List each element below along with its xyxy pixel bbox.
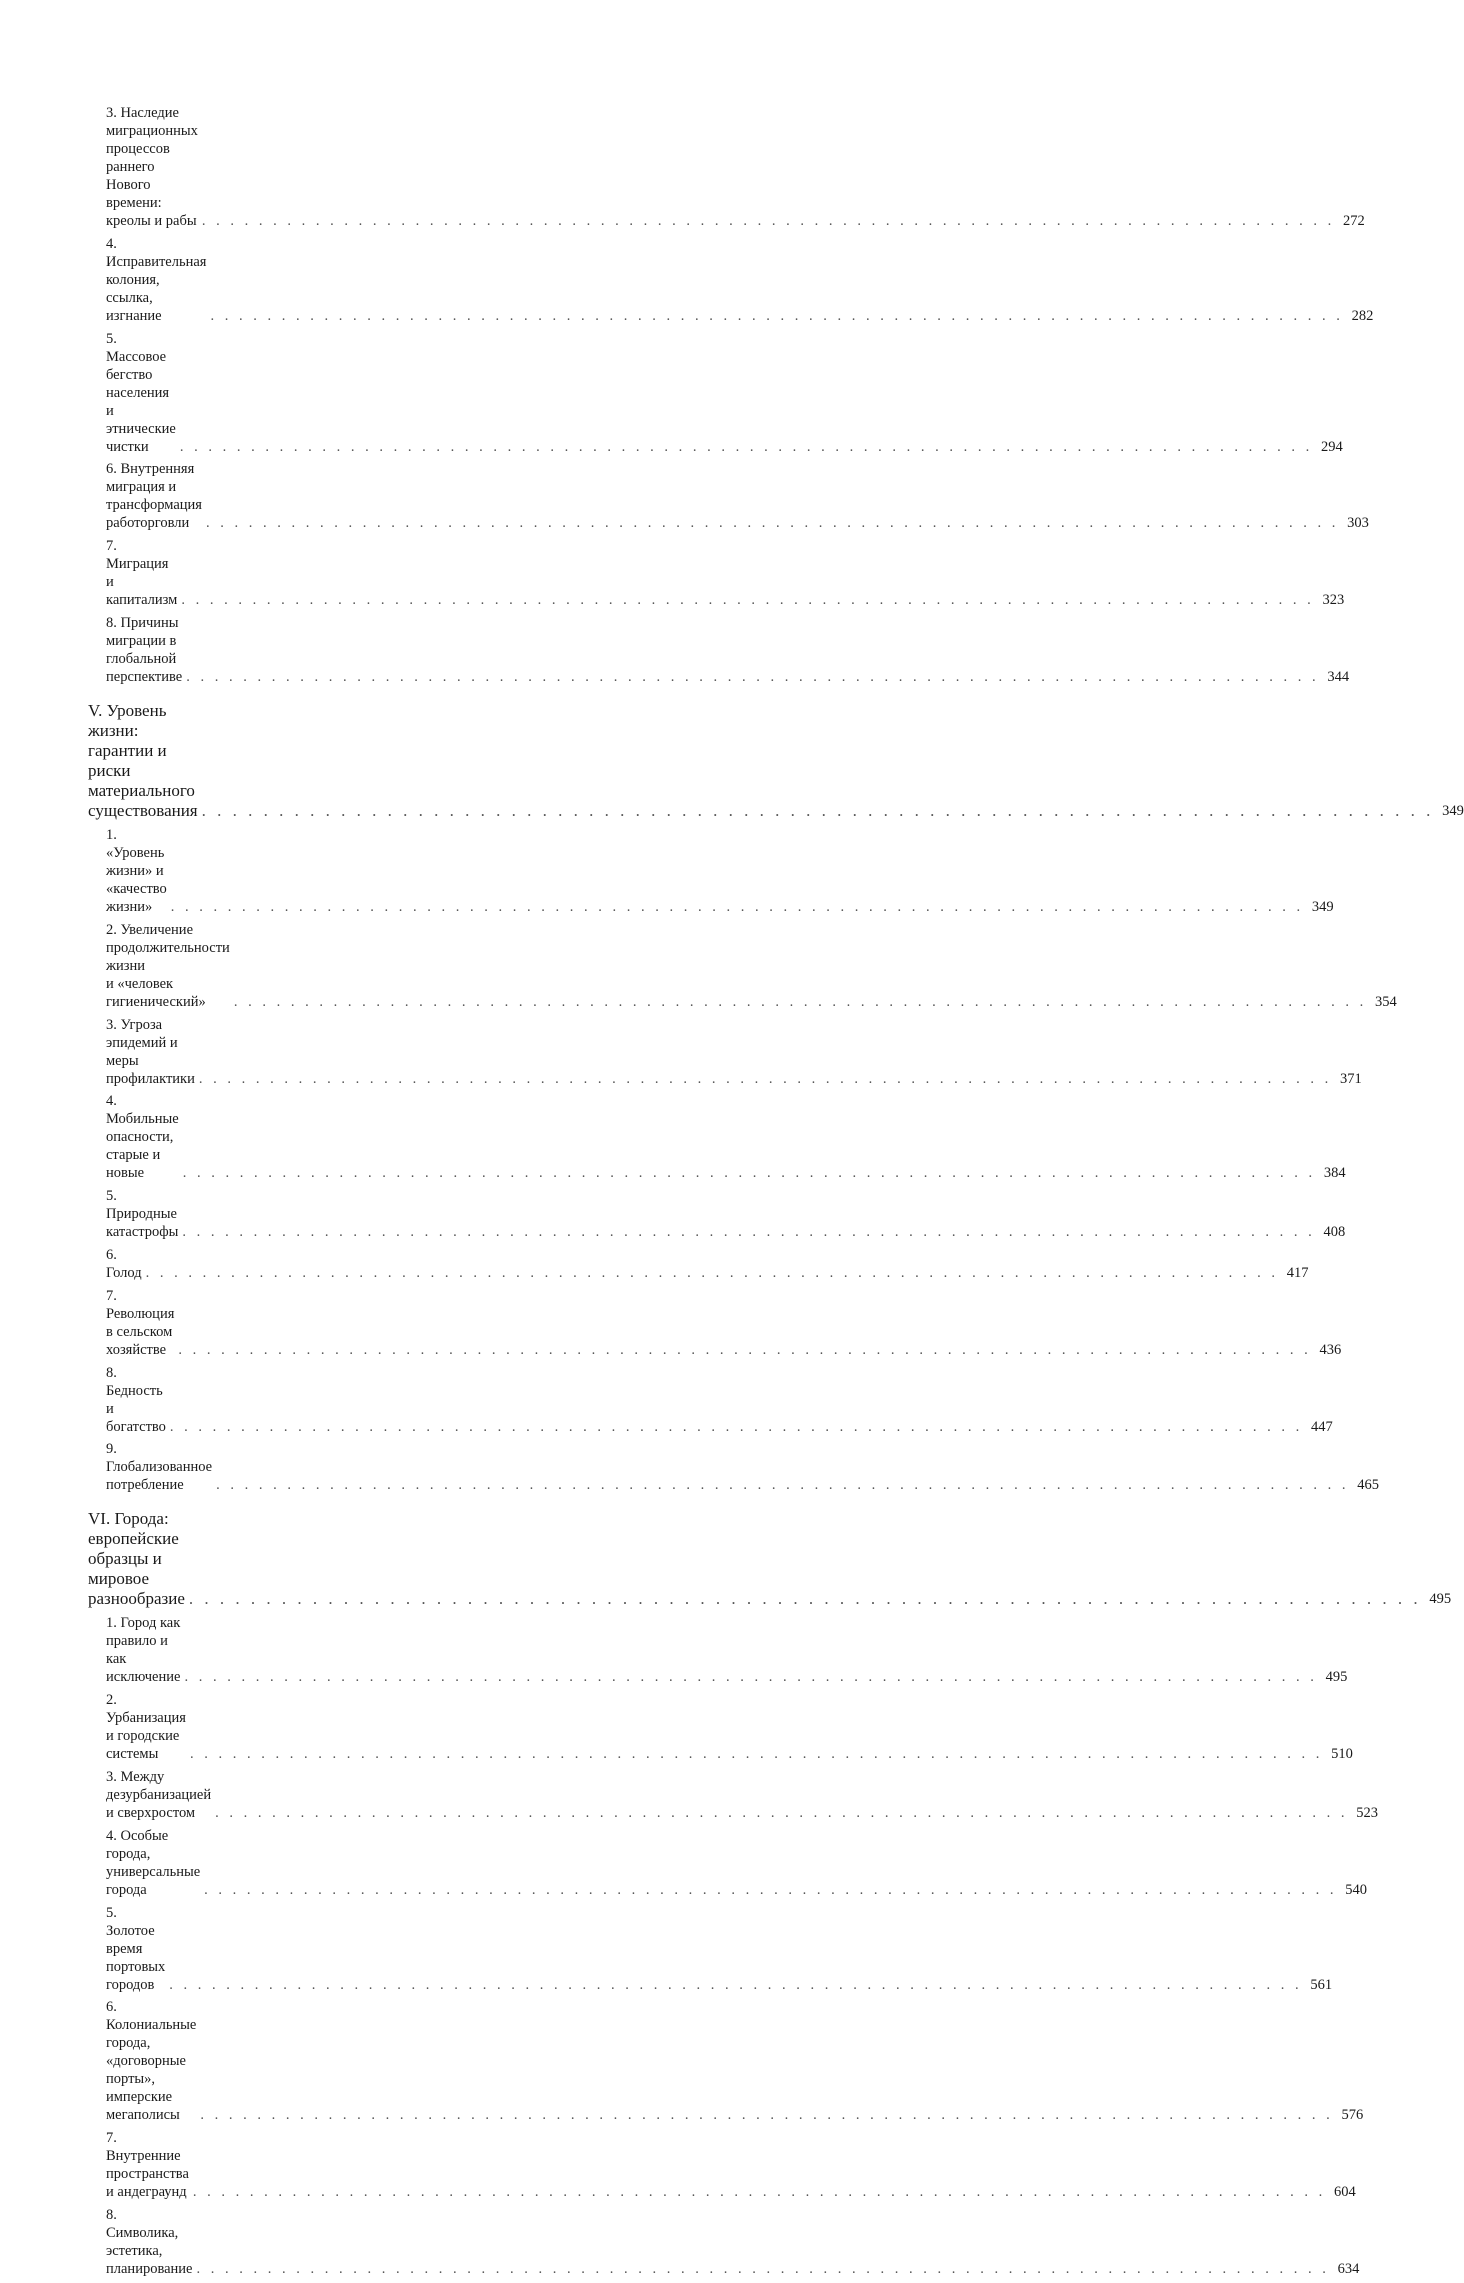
entry-title: 6. Голод bbox=[106, 1246, 142, 1281]
page-number: 384 bbox=[1323, 1165, 1346, 1182]
entry-title: 8. Символика, эстетика, планирование bbox=[106, 2206, 193, 2277]
entry-title: 3. Наследие миграционных процессов раннего Нового времени: креолы и рабы bbox=[106, 105, 198, 229]
page-number: 349 bbox=[1442, 802, 1464, 819]
entry-title: 6. Колониальные города, «договорные порты», имперские мегаполисы bbox=[106, 1999, 197, 2124]
page-number: 282 bbox=[1351, 307, 1374, 324]
dot-leader bbox=[210, 307, 1343, 325]
entry-title: 5. Массовое бегство населения и этнические чистки bbox=[106, 330, 176, 455]
dot-leader bbox=[216, 1476, 1349, 1494]
dot-leader bbox=[202, 212, 1335, 230]
dot-leader bbox=[193, 2183, 1326, 2201]
entry-title: 1. «Уровень жизни» и «качество жизни» bbox=[106, 826, 167, 915]
dot-leader bbox=[186, 668, 1319, 686]
toc-entry[interactable] bbox=[88, 330, 1343, 456]
entry-title: 7. Миграция и капитализм bbox=[106, 538, 178, 609]
entry-title: 5. Природные катастрофы bbox=[106, 1188, 179, 1241]
dot-leader bbox=[178, 1341, 1311, 1359]
toc-entry[interactable] bbox=[88, 1440, 1379, 1494]
toc-entry[interactable] bbox=[88, 2206, 1360, 2278]
page-number: 495 bbox=[1429, 1591, 1452, 1608]
dot-leader bbox=[183, 1164, 1316, 1182]
dot-leader bbox=[204, 1881, 1337, 1899]
entry-title: 4. Исправительная колония, ссылка, изгнание bbox=[106, 235, 207, 324]
page-number: 272 bbox=[1342, 213, 1365, 229]
dot-leader bbox=[180, 438, 1313, 456]
page-number: 436 bbox=[1319, 1341, 1342, 1358]
toc-entry[interactable] bbox=[88, 460, 1369, 532]
toc-entry[interactable] bbox=[88, 1246, 1309, 1282]
toc-entry[interactable] bbox=[88, 2129, 1356, 2201]
page-number: 408 bbox=[1323, 1224, 1346, 1241]
toc-entry[interactable] bbox=[88, 1691, 1353, 1763]
entry-title: 2. Увеличение продолжительности жизни и «человек гигиенический» bbox=[106, 921, 230, 1010]
chapter-title: VI. Города: европейские образцы и мировое разнообразие bbox=[88, 1509, 185, 1609]
entry-title: 7. Внутренние пространства и андеграунд bbox=[106, 2130, 189, 2201]
dot-leader bbox=[200, 2106, 1333, 2124]
toc-entry[interactable] bbox=[88, 1187, 1346, 1241]
page-number: 576 bbox=[1341, 2107, 1364, 2124]
entry-title: 9. Глобализованное потребление bbox=[106, 1441, 213, 1494]
entry-title: 8. Бедность и богатство bbox=[106, 1364, 166, 1435]
entry-title: 7. Революция в сельском хозяйстве bbox=[106, 1287, 175, 1358]
entry-title: 8. Причины миграции в глобальной перспективе bbox=[106, 614, 183, 685]
toc-entry[interactable] bbox=[88, 1287, 1342, 1359]
page-number: 634 bbox=[1337, 2260, 1360, 2277]
entry-title: 5. Золотое время портовых городов bbox=[106, 1904, 166, 1993]
page-number: 294 bbox=[1320, 438, 1343, 455]
page-number: 344 bbox=[1327, 668, 1350, 685]
page-number: 303 bbox=[1347, 515, 1369, 532]
table-of-contents bbox=[88, 104, 1464, 2283]
toc-entry[interactable] bbox=[88, 104, 1365, 230]
toc-entry[interactable] bbox=[88, 235, 1374, 325]
entry-title: 6. Внутренняя миграция и трансформация работорговли bbox=[106, 461, 202, 532]
dot-leader bbox=[190, 1745, 1323, 1763]
dot-leader bbox=[171, 898, 1304, 916]
dot-leader bbox=[202, 801, 1434, 821]
toc-entry[interactable] bbox=[88, 1768, 1378, 1822]
toc-entry[interactable] bbox=[88, 1827, 1368, 1899]
dot-leader bbox=[146, 1264, 1279, 1282]
toc-entry[interactable] bbox=[88, 1614, 1348, 1686]
toc-entry[interactable] bbox=[88, 614, 1350, 686]
dot-leader bbox=[199, 1070, 1332, 1088]
toc-entry[interactable] bbox=[88, 1092, 1346, 1182]
dot-leader bbox=[197, 2260, 1330, 2278]
page-number: 323 bbox=[1322, 592, 1345, 609]
entry-title: 3. Угроза эпидемий и меры профилактики bbox=[106, 1016, 195, 1087]
page-number: 447 bbox=[1311, 1418, 1333, 1435]
dot-leader bbox=[181, 591, 1314, 609]
chapter-title: V. Уровень жизни: гарантии и риски материального существования bbox=[88, 700, 198, 820]
dot-leader bbox=[189, 1589, 1421, 1609]
toc-entry[interactable] bbox=[88, 1998, 1364, 2124]
dot-leader bbox=[206, 514, 1339, 532]
dot-leader bbox=[234, 993, 1367, 1011]
toc-entry[interactable] bbox=[88, 826, 1334, 916]
toc-entry[interactable] bbox=[88, 1016, 1362, 1088]
toc-chapter-entry[interactable] bbox=[88, 700, 1464, 821]
entry-title: 2. Урбанизация и городские системы bbox=[106, 1692, 186, 1763]
page-number: 465 bbox=[1357, 1477, 1379, 1494]
entry-title: 4. Особые города, универсальные города bbox=[106, 1827, 201, 1898]
dot-leader bbox=[169, 1976, 1302, 1994]
page-number: 523 bbox=[1356, 1804, 1378, 1821]
page-number: 417 bbox=[1286, 1264, 1309, 1281]
page-number: 540 bbox=[1345, 1881, 1368, 1898]
toc-entry[interactable] bbox=[88, 1364, 1333, 1436]
toc-entry[interactable] bbox=[88, 537, 1345, 609]
page-number: 349 bbox=[1311, 898, 1334, 915]
dot-leader bbox=[215, 1804, 1348, 1822]
toc-chapter-entry[interactable] bbox=[88, 1509, 1452, 1609]
entry-title: 4. Мобильные опасности, старые и новые bbox=[106, 1093, 179, 1182]
entry-title: 1. Город как правило и как исключение bbox=[106, 1615, 181, 1686]
page-number: 561 bbox=[1310, 1976, 1333, 1993]
page-number: 604 bbox=[1334, 2184, 1356, 2201]
page-number: 510 bbox=[1331, 1746, 1353, 1763]
page-number: 354 bbox=[1374, 993, 1397, 1010]
page-number: 371 bbox=[1339, 1070, 1362, 1087]
toc-entry[interactable] bbox=[88, 1904, 1333, 1994]
dot-leader bbox=[170, 1418, 1303, 1436]
toc-entry[interactable] bbox=[88, 921, 1397, 1011]
dot-leader bbox=[184, 1668, 1317, 1686]
page-number: 495 bbox=[1325, 1669, 1348, 1686]
entry-title: 3. Между дезурбанизацией и сверхростом bbox=[106, 1768, 212, 1821]
dot-leader bbox=[182, 1223, 1315, 1241]
